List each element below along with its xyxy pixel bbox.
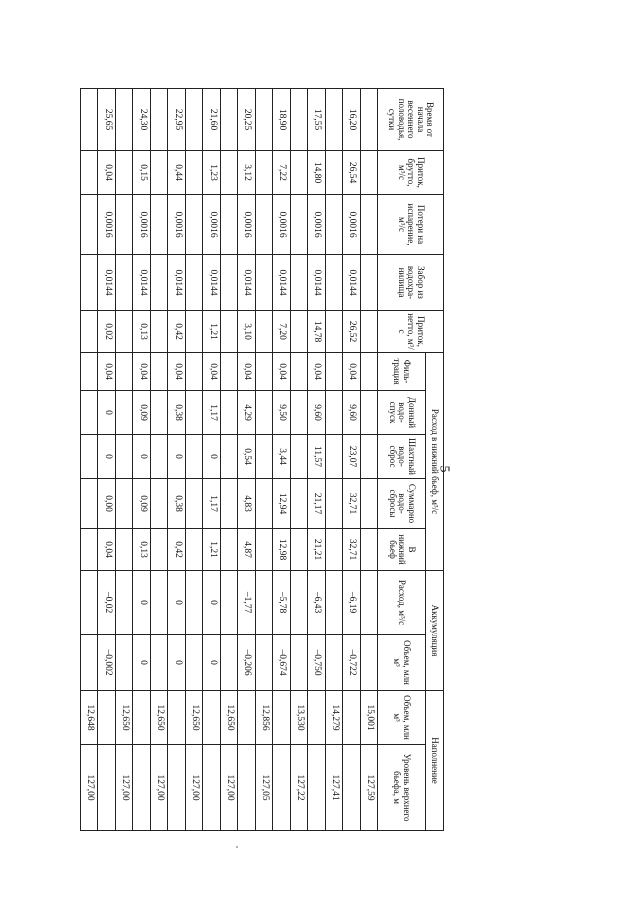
cell-shaft-spillway: 3,44 bbox=[273, 435, 290, 479]
cell-filtration: 0,04 bbox=[308, 353, 325, 391]
cell-fill-volume bbox=[308, 691, 325, 745]
cell-headwater-level: 127,00 bbox=[220, 745, 237, 831]
cell-headwater-level: 127,22 bbox=[290, 745, 307, 831]
cell-time bbox=[325, 89, 342, 151]
cell-inflow-net: 14,78 bbox=[308, 311, 325, 353]
cell-to-tailwater: 21,21 bbox=[308, 529, 325, 571]
cell-withdrawal: 0,0144 bbox=[308, 255, 325, 311]
cell-filtration: 0,04 bbox=[238, 353, 255, 391]
cell-filtration bbox=[220, 353, 237, 391]
cell-time bbox=[255, 89, 272, 151]
cell-acc-flow bbox=[115, 571, 132, 635]
cell-evaporation-loss bbox=[360, 195, 377, 255]
cell-fill-volume: 14,279 bbox=[325, 691, 342, 745]
cell-total-discharge bbox=[220, 479, 237, 529]
cell-filtration bbox=[81, 353, 99, 391]
cell-evaporation-loss bbox=[290, 195, 307, 255]
cell-inflow-gross: 3,12 bbox=[238, 151, 255, 195]
cell-bottom-outlet: 0,38 bbox=[168, 391, 185, 435]
cell-withdrawal bbox=[185, 255, 202, 311]
cell-headwater-level bbox=[98, 745, 115, 831]
cell-total-discharge: 0,09 bbox=[133, 479, 150, 529]
cell-bottom-outlet bbox=[81, 391, 99, 435]
cell-inflow-net bbox=[255, 311, 272, 353]
cell-headwater-level: 127,00 bbox=[150, 745, 167, 831]
cell-to-tailwater bbox=[81, 529, 99, 571]
table-header bbox=[378, 89, 444, 831]
cell-evaporation-loss bbox=[115, 195, 132, 255]
cell-withdrawal bbox=[220, 255, 237, 311]
cell-acc-flow: 0 bbox=[133, 571, 150, 635]
cell-inflow-gross bbox=[325, 151, 342, 195]
table-row bbox=[290, 89, 307, 831]
cell-inflow-net: 0,13 bbox=[133, 311, 150, 353]
header-fill-volume: Объем, млн м³ bbox=[378, 691, 426, 745]
cell-inflow-net bbox=[115, 311, 132, 353]
cell-total-discharge bbox=[325, 479, 342, 529]
cell-to-tailwater: 0,13 bbox=[133, 529, 150, 571]
cell-to-tailwater: 12,98 bbox=[273, 529, 290, 571]
cell-inflow-gross bbox=[185, 151, 202, 195]
cell-evaporation-loss bbox=[325, 195, 342, 255]
cell-withdrawal bbox=[360, 255, 377, 311]
cell-evaporation-loss: 0,0016 bbox=[273, 195, 290, 255]
cell-inflow-gross: 14,80 bbox=[308, 151, 325, 195]
cell-bottom-outlet bbox=[115, 391, 132, 435]
table-row bbox=[220, 89, 237, 831]
cell-acc-flow: 0 bbox=[203, 571, 220, 635]
cell-shaft-spillway: 0 bbox=[168, 435, 185, 479]
cell-filtration: 0,04 bbox=[203, 353, 220, 391]
cell-withdrawal: 0,0144 bbox=[98, 255, 115, 311]
cell-inflow-gross: 0,15 bbox=[133, 151, 150, 195]
cell-shaft-spillway: 0 bbox=[98, 435, 115, 479]
header-inflow-net: Приток, нетто, м³/с bbox=[378, 311, 444, 353]
rotated-table bbox=[80, 88, 444, 830]
table-row bbox=[98, 89, 115, 831]
table-row bbox=[238, 89, 255, 831]
cell-time bbox=[290, 89, 307, 151]
cell-fill-volume bbox=[203, 691, 220, 745]
cell-withdrawal bbox=[255, 255, 272, 311]
cell-filtration bbox=[115, 353, 132, 391]
cell-fill-volume bbox=[238, 691, 255, 745]
cell-shaft-spillway bbox=[115, 435, 132, 479]
cell-acc-volume: –0,750 bbox=[308, 635, 325, 691]
cell-total-discharge bbox=[255, 479, 272, 529]
cell-evaporation-loss bbox=[81, 195, 99, 255]
cell-shaft-spillway bbox=[220, 435, 237, 479]
cell-fill-volume: 12,856 bbox=[255, 691, 272, 745]
table-row bbox=[150, 89, 167, 831]
cell-acc-volume: –0,722 bbox=[343, 635, 360, 691]
cell-inflow-net bbox=[81, 311, 99, 353]
cell-filtration: 0,04 bbox=[343, 353, 360, 391]
header-time: Время от начала весеннего половодья, сутки bbox=[378, 89, 444, 151]
table-row bbox=[168, 89, 185, 831]
cell-total-discharge bbox=[360, 479, 377, 529]
header-withdrawal: Забор из водохра- нилища bbox=[378, 255, 444, 311]
cell-headwater-level: 127,00 bbox=[81, 745, 99, 831]
cell-inflow-gross: 1,23 bbox=[203, 151, 220, 195]
cell-bottom-outlet: 1,17 bbox=[203, 391, 220, 435]
cell-to-tailwater: 0,04 bbox=[98, 529, 115, 571]
cell-headwater-level: 127,05 bbox=[255, 745, 272, 831]
cell-bottom-outlet: 0 bbox=[98, 391, 115, 435]
table-row bbox=[360, 89, 377, 831]
cell-fill-volume: 12,650 bbox=[220, 691, 237, 745]
cell-total-discharge bbox=[115, 479, 132, 529]
cell-acc-flow: –0,02 bbox=[98, 571, 115, 635]
cell-fill-volume: 12,648 bbox=[81, 691, 99, 745]
cell-headwater-level bbox=[238, 745, 255, 831]
cell-time: 20,25 bbox=[238, 89, 255, 151]
cell-shaft-spillway: 0,54 bbox=[238, 435, 255, 479]
rotated-table-frame bbox=[80, 88, 444, 830]
cell-inflow-gross bbox=[150, 151, 167, 195]
cell-bottom-outlet bbox=[150, 391, 167, 435]
cell-time: 17,55 bbox=[308, 89, 325, 151]
cell-to-tailwater bbox=[115, 529, 132, 571]
scan-speck bbox=[236, 846, 238, 848]
cell-filtration: 0,04 bbox=[168, 353, 185, 391]
table-row bbox=[185, 89, 202, 831]
cell-bottom-outlet: 9,60 bbox=[308, 391, 325, 435]
cell-shaft-spillway: 11,57 bbox=[308, 435, 325, 479]
cell-headwater-level: 127,00 bbox=[115, 745, 132, 831]
cell-inflow-gross bbox=[115, 151, 132, 195]
cell-withdrawal bbox=[325, 255, 342, 311]
table-row bbox=[343, 89, 360, 831]
table-row bbox=[325, 89, 342, 831]
cell-inflow-net bbox=[185, 311, 202, 353]
cell-evaporation-loss bbox=[255, 195, 272, 255]
cell-inflow-gross: 0,44 bbox=[168, 151, 185, 195]
cell-total-discharge: 0,38 bbox=[168, 479, 185, 529]
cell-time: 25,65 bbox=[98, 89, 115, 151]
cell-total-discharge bbox=[81, 479, 99, 529]
cell-to-tailwater: 1,21 bbox=[203, 529, 220, 571]
cell-shaft-spillway bbox=[290, 435, 307, 479]
cell-acc-flow bbox=[290, 571, 307, 635]
cell-withdrawal bbox=[150, 255, 167, 311]
cell-bottom-outlet bbox=[290, 391, 307, 435]
cell-total-discharge bbox=[185, 479, 202, 529]
cell-fill-volume: 12,650 bbox=[185, 691, 202, 745]
cell-inflow-net bbox=[150, 311, 167, 353]
cell-evaporation-loss: 0,0016 bbox=[168, 195, 185, 255]
cell-bottom-outlet: 0,09 bbox=[133, 391, 150, 435]
cell-fill-volume: 12,650 bbox=[115, 691, 132, 745]
cell-shaft-spillway bbox=[185, 435, 202, 479]
table-row bbox=[273, 89, 290, 831]
cell-to-tailwater bbox=[150, 529, 167, 571]
cell-to-tailwater: 4,87 bbox=[238, 529, 255, 571]
cell-headwater-level: 127,59 bbox=[360, 745, 377, 831]
cell-acc-volume: 0 bbox=[133, 635, 150, 691]
cell-total-discharge bbox=[150, 479, 167, 529]
cell-time: 21,60 bbox=[203, 89, 220, 151]
cell-shaft-spillway bbox=[360, 435, 377, 479]
cell-inflow-gross: 0,04 bbox=[98, 151, 115, 195]
cell-to-tailwater bbox=[255, 529, 272, 571]
table-row bbox=[81, 89, 99, 831]
cell-total-discharge: 4,83 bbox=[238, 479, 255, 529]
cell-bottom-outlet: 4,29 bbox=[238, 391, 255, 435]
cell-acc-flow: –6,19 bbox=[343, 571, 360, 635]
cell-headwater-level bbox=[203, 745, 220, 831]
cell-to-tailwater: 32,71 bbox=[343, 529, 360, 571]
header-inflow-gross: Приток, брутто, м³/с bbox=[378, 151, 444, 195]
cell-headwater-level bbox=[343, 745, 360, 831]
cell-bottom-outlet: 9,50 bbox=[273, 391, 290, 435]
cell-filtration: 0,04 bbox=[273, 353, 290, 391]
cell-acc-volume: 0 bbox=[168, 635, 185, 691]
cell-inflow-gross bbox=[360, 151, 377, 195]
cell-withdrawal: 0,0144 bbox=[343, 255, 360, 311]
header-discharge-group: Расход в нижний бьеф, м³/с bbox=[426, 353, 444, 571]
cell-acc-volume bbox=[360, 635, 377, 691]
cell-headwater-level: 127,41 bbox=[325, 745, 342, 831]
cell-inflow-net bbox=[360, 311, 377, 353]
cell-withdrawal bbox=[290, 255, 307, 311]
cell-withdrawal: 0,0144 bbox=[273, 255, 290, 311]
table-row bbox=[308, 89, 325, 831]
cell-fill-volume bbox=[133, 691, 150, 745]
cell-headwater-level bbox=[133, 745, 150, 831]
cell-acc-volume: –0,206 bbox=[238, 635, 255, 691]
cell-total-discharge: 12,94 bbox=[273, 479, 290, 529]
cell-inflow-net: 26,52 bbox=[343, 311, 360, 353]
cell-bottom-outlet bbox=[255, 391, 272, 435]
cell-total-discharge bbox=[290, 479, 307, 529]
cell-to-tailwater bbox=[325, 529, 342, 571]
cell-acc-flow: –6,43 bbox=[308, 571, 325, 635]
header-filling-group: Наполнение bbox=[426, 691, 444, 831]
cell-headwater-level bbox=[168, 745, 185, 831]
cell-fill-volume: 15,001 bbox=[360, 691, 377, 745]
cell-acc-volume: –0,002 bbox=[98, 635, 115, 691]
cell-shaft-spillway bbox=[150, 435, 167, 479]
table-row bbox=[115, 89, 132, 831]
cell-headwater-level: 127,00 bbox=[185, 745, 202, 831]
cell-fill-volume bbox=[273, 691, 290, 745]
cell-evaporation-loss bbox=[220, 195, 237, 255]
header-bottom-outlet: Донный водо- спуск bbox=[378, 391, 426, 435]
cell-to-tailwater bbox=[360, 529, 377, 571]
cell-acc-flow bbox=[150, 571, 167, 635]
cell-withdrawal bbox=[115, 255, 132, 311]
cell-evaporation-loss: 0,0016 bbox=[308, 195, 325, 255]
cell-total-discharge: 1,17 bbox=[203, 479, 220, 529]
cell-withdrawal: 0,0144 bbox=[203, 255, 220, 311]
cell-acc-volume bbox=[255, 635, 272, 691]
header-acc-volume: Объем, млн м³ bbox=[378, 635, 426, 691]
cell-time: 18,90 bbox=[273, 89, 290, 151]
table-body bbox=[81, 89, 378, 831]
cell-fill-volume: 13,530 bbox=[290, 691, 307, 745]
cell-acc-flow: 0 bbox=[168, 571, 185, 635]
cell-fill-volume bbox=[168, 691, 185, 745]
cell-acc-flow bbox=[185, 571, 202, 635]
cell-to-tailwater bbox=[220, 529, 237, 571]
cell-headwater-level bbox=[273, 745, 290, 831]
cell-acc-flow bbox=[255, 571, 272, 635]
header-acc-flow: Расход, м³/с bbox=[378, 571, 426, 635]
cell-acc-volume bbox=[185, 635, 202, 691]
header-total-discharge: Суммарно водо- сбросы bbox=[378, 479, 426, 529]
cell-filtration: 0,04 bbox=[98, 353, 115, 391]
header-to-tailwater: В нижний бьеф bbox=[378, 529, 426, 571]
cell-bottom-outlet bbox=[360, 391, 377, 435]
cell-time bbox=[360, 89, 377, 151]
cell-filtration: 0,04 bbox=[133, 353, 150, 391]
cell-fill-volume bbox=[98, 691, 115, 745]
cell-evaporation-loss: 0,0016 bbox=[203, 195, 220, 255]
cell-acc-volume bbox=[150, 635, 167, 691]
cell-acc-volume: 0 bbox=[203, 635, 220, 691]
cell-filtration bbox=[290, 353, 307, 391]
header-filtration: Филь- трация bbox=[378, 353, 426, 391]
cell-filtration bbox=[325, 353, 342, 391]
cell-acc-volume bbox=[81, 635, 99, 691]
cell-acc-volume bbox=[325, 635, 342, 691]
cell-inflow-net: 3,10 bbox=[238, 311, 255, 353]
cell-shaft-spillway bbox=[255, 435, 272, 479]
cell-withdrawal: 0,0144 bbox=[133, 255, 150, 311]
cell-shaft-spillway bbox=[325, 435, 342, 479]
cell-acc-flow: –5,78 bbox=[273, 571, 290, 635]
cell-withdrawal: 0,0144 bbox=[238, 255, 255, 311]
cell-evaporation-loss: 0,0016 bbox=[238, 195, 255, 255]
cell-inflow-gross bbox=[81, 151, 99, 195]
cell-total-discharge: 21,17 bbox=[308, 479, 325, 529]
cell-shaft-spillway: 0 bbox=[203, 435, 220, 479]
cell-bottom-outlet bbox=[220, 391, 237, 435]
cell-time: 16,20 bbox=[343, 89, 360, 151]
cell-inflow-net bbox=[325, 311, 342, 353]
cell-to-tailwater bbox=[290, 529, 307, 571]
cell-evaporation-loss bbox=[185, 195, 202, 255]
cell-filtration bbox=[150, 353, 167, 391]
cell-inflow-net bbox=[290, 311, 307, 353]
page-number: 5 bbox=[436, 465, 452, 473]
cell-acc-volume: –0,674 bbox=[273, 635, 290, 691]
cell-acc-flow bbox=[325, 571, 342, 635]
header-shaft-spillway: Шахтный водо- сброс bbox=[378, 435, 426, 479]
cell-acc-volume bbox=[220, 635, 237, 691]
cell-filtration bbox=[255, 353, 272, 391]
discharge-table bbox=[80, 88, 444, 831]
cell-inflow-net: 0,02 bbox=[98, 311, 115, 353]
cell-to-tailwater: 0,42 bbox=[168, 529, 185, 571]
header-accumulation-group: Аккумуляция bbox=[426, 571, 444, 691]
header-evaporation-loss: Потери на испарение, м³/с bbox=[378, 195, 444, 255]
cell-bottom-outlet bbox=[325, 391, 342, 435]
cell-evaporation-loss: 0,0016 bbox=[98, 195, 115, 255]
cell-inflow-net: 0,42 bbox=[168, 311, 185, 353]
cell-inflow-net: 7,20 bbox=[273, 311, 290, 353]
cell-evaporation-loss bbox=[150, 195, 167, 255]
header-headwater-level: Уровень верхнего бьефа, м bbox=[378, 745, 426, 831]
cell-total-discharge: 0,00 bbox=[98, 479, 115, 529]
cell-inflow-gross bbox=[290, 151, 307, 195]
cell-filtration bbox=[360, 353, 377, 391]
cell-bottom-outlet bbox=[185, 391, 202, 435]
cell-acc-volume bbox=[290, 635, 307, 691]
cell-acc-flow bbox=[81, 571, 99, 635]
cell-time bbox=[150, 89, 167, 151]
cell-acc-volume bbox=[115, 635, 132, 691]
cell-acc-flow bbox=[360, 571, 377, 635]
cell-filtration bbox=[185, 353, 202, 391]
table-row bbox=[133, 89, 150, 831]
cell-withdrawal: 0,0144 bbox=[168, 255, 185, 311]
table-row bbox=[203, 89, 220, 831]
cell-inflow-gross bbox=[255, 151, 272, 195]
cell-acc-flow bbox=[220, 571, 237, 635]
cell-fill-volume: 12,650 bbox=[150, 691, 167, 745]
cell-to-tailwater bbox=[185, 529, 202, 571]
cell-acc-flow: –1,77 bbox=[238, 571, 255, 635]
cell-inflow-gross: 26,54 bbox=[343, 151, 360, 195]
cell-fill-volume bbox=[343, 691, 360, 745]
cell-inflow-net: 1,21 bbox=[203, 311, 220, 353]
cell-shaft-spillway: 0 bbox=[133, 435, 150, 479]
cell-time: 24,30 bbox=[133, 89, 150, 151]
cell-inflow-gross: 7,22 bbox=[273, 151, 290, 195]
cell-bottom-outlet: 9,60 bbox=[343, 391, 360, 435]
cell-inflow-net bbox=[220, 311, 237, 353]
cell-time: 22,95 bbox=[168, 89, 185, 151]
cell-headwater-level bbox=[308, 745, 325, 831]
cell-withdrawal bbox=[81, 255, 99, 311]
cell-shaft-spillway: 23,07 bbox=[343, 435, 360, 479]
cell-time bbox=[220, 89, 237, 151]
cell-time bbox=[115, 89, 132, 151]
cell-evaporation-loss: 0,0016 bbox=[343, 195, 360, 255]
cell-total-discharge: 32,71 bbox=[343, 479, 360, 529]
table-row bbox=[255, 89, 272, 831]
cell-evaporation-loss: 0,0016 bbox=[133, 195, 150, 255]
cell-shaft-spillway bbox=[81, 435, 99, 479]
cell-inflow-gross bbox=[220, 151, 237, 195]
cell-time bbox=[185, 89, 202, 151]
cell-time bbox=[81, 89, 99, 151]
